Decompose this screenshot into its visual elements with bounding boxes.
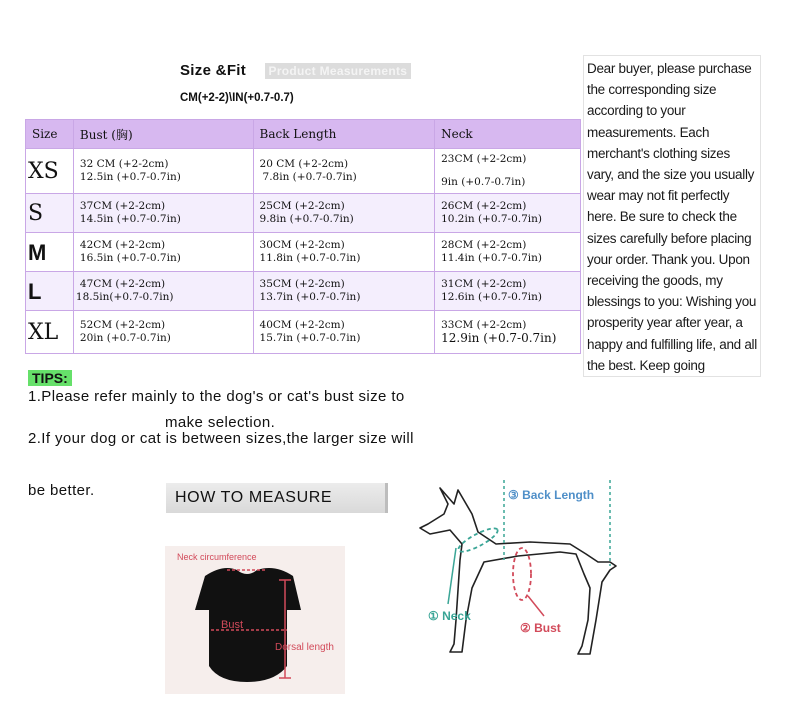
how-to-measure-banner: HOW TO MEASURE <box>166 483 388 513</box>
tip-2-line-1: 2.If your dog or cat is between sizes,the larger size will <box>28 430 414 447</box>
table-row <box>26 311 581 354</box>
bust-cell: 37CM (+2-2cm) 14.5in (+0.7-0.7in) <box>73 194 253 233</box>
header-back-length: Back Length <box>253 120 435 149</box>
neck-cell: 33CM (+2-2cm) 12.9in (+0.7-0.7in) <box>435 311 581 354</box>
unit-tolerance-subtitle: CM(+2-2)\IN(+0.7-0.7) <box>180 92 294 104</box>
back-length-cell: 25CM (+2-2cm) 9.8in (+0.7-0.7in) <box>253 194 435 233</box>
neck-cell: 28CM (+2-2cm) 11.4in (+0.7-0.7in) <box>435 233 581 272</box>
bust-cell: 42CM (+2-2cm) 16.5in (+0.7-0.7in) <box>73 233 253 272</box>
back-length-cell: 40CM (+2-2cm) 15.7in (+0.7-0.7in) <box>253 311 435 354</box>
size-cell: XL <box>26 311 74 354</box>
dog-measure-diagram <box>410 470 630 690</box>
tip-1-line-1: 1.Please refer mainly to the dog's or cat's bust size to <box>28 388 405 405</box>
neck-cell: 26CM (+2-2cm) 10.2in (+0.7-0.7in) <box>435 194 581 233</box>
tip-1-line-2: make selection. <box>165 414 276 431</box>
size-cell: S <box>26 194 74 233</box>
neck-cell: 23CM (+2-2cm) 9in (+0.7-0.7in) <box>435 149 581 194</box>
size-cell: L <box>26 272 74 311</box>
shirt-measure-diagram <box>165 546 345 694</box>
buyer-note: Dear buyer, please purchase the corresponding size according to your measurements. Each merchant's clothing sizes vary, and the size you usually wear may not fit perfectly here. Be sure to check the sizes carefully before placing your order. Thank you. Upon receiving the goods, my blessings to you: Wishing you prosperity year after year, a happy and fulfilling life, and all the best. Keep going <box>583 55 761 377</box>
tips-label: TIPS: <box>28 370 72 386</box>
size-fit-title <box>180 62 411 79</box>
tip-2-line-2: be better. <box>28 482 95 499</box>
table-row <box>26 272 581 311</box>
bust-leader-line <box>528 596 544 616</box>
back-length-cell: 35CM (+2-2cm) 13.7in (+0.7-0.7in) <box>253 272 435 311</box>
table-row <box>26 233 581 272</box>
size-cell: XS <box>26 149 74 194</box>
table-row <box>26 194 581 233</box>
title-text: Size &Fit <box>180 62 247 79</box>
back-length-cell: 20 CM (+2-2cm) 7.8in (+0.7-0.7in) <box>253 149 435 194</box>
size-cell: M <box>26 233 74 272</box>
header-bust: Bust (胸) <box>73 120 253 149</box>
dog-bust-label: ② Bust <box>520 621 561 635</box>
neck-circumference-label: Neck circumference <box>177 552 257 562</box>
product-measurements-tag: Product Measurements <box>265 63 412 79</box>
shirt-bust-label: Bust <box>221 619 244 631</box>
bust-cell: 32 CM (+2-2cm) 12.5in (+0.7-0.7in) <box>73 149 253 194</box>
dorsal-length-label: Dorsal length <box>275 642 334 653</box>
dog-neck-loop <box>456 524 500 555</box>
bust-cell: 52CM (+2-2cm) 20in (+0.7-0.7in) <box>73 311 253 354</box>
bust-cell: 47CM (+2-2cm) 18.5in(+0.7-0.7in) <box>73 272 253 311</box>
neck-leader-line <box>448 548 456 604</box>
shirt-illustration <box>165 546 345 694</box>
size-table <box>25 119 581 354</box>
dog-outline <box>420 488 616 654</box>
back-length-cell: 30CM (+2-2cm) 11.8in (+0.7-0.7in) <box>253 233 435 272</box>
size-table-header <box>26 120 581 149</box>
header-size: Size <box>26 120 74 149</box>
table-row <box>26 149 581 194</box>
dog-neck-label: ① Neck <box>428 609 471 623</box>
neck-cell: 31CM (+2-2cm) 12.6in (+0.7-0.7in) <box>435 272 581 311</box>
back-length-label: ③ Back Length <box>508 488 595 502</box>
header-neck: Neck <box>435 120 581 149</box>
